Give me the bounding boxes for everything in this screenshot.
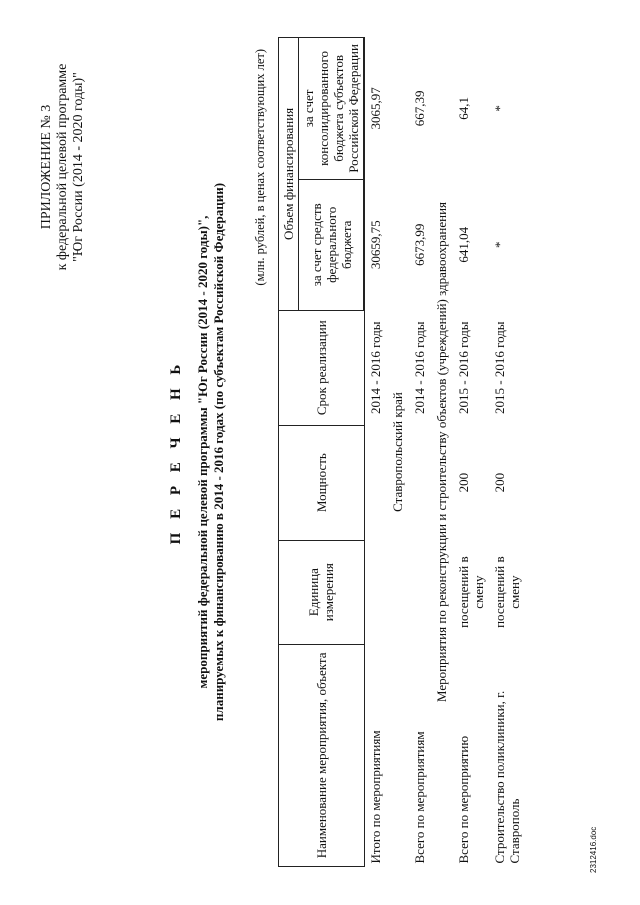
header-regional: за счет консолидированного бюджета субъектов Российской Федерации	[299, 38, 365, 180]
row-unit	[364, 540, 386, 644]
header-federal: за счет средств федерального бюджета	[299, 179, 365, 310]
row-name: Строительство поликлиники, г. Ставрополь	[492, 690, 522, 864]
header-funding: Объем финансирования	[279, 38, 299, 311]
title-heading: П Е Р Е Ч Е Н Ь	[168, 359, 184, 545]
row-regional: 667,39	[412, 90, 427, 127]
annex-header	[39, 17, 87, 317]
table-header-row	[279, 38, 299, 867]
row-regional: 3065,97	[368, 87, 383, 130]
row-capacity: 200	[492, 472, 507, 493]
file-code: 2312416.doc	[589, 826, 598, 873]
title-line-2: планируемых к финансированию в 2014 - 2016 годах (по субъектам Российской Федерации)	[211, 182, 226, 722]
table-row	[453, 38, 489, 867]
row-federal: 641,04	[456, 226, 471, 263]
row-name: Всего по мероприятию	[456, 735, 471, 864]
row-unit	[409, 540, 430, 644]
units-note: (млн. рублей, в ценах соответствующих лет)	[253, 49, 267, 286]
row-term: 2015 - 2016 годы	[492, 321, 507, 415]
region-row	[386, 38, 409, 867]
header-capacity: Мощность	[279, 425, 365, 540]
row-regional: 64,1	[456, 97, 471, 120]
table-row	[489, 38, 525, 867]
row-federal: *	[492, 241, 507, 249]
row-unit: посещений в смену	[492, 556, 522, 628]
row-term: 2014 - 2016 годы	[412, 321, 427, 415]
row-capacity	[409, 425, 430, 540]
header-name: Наименование мероприятия, объекта	[279, 644, 365, 866]
row-term: 2014 - 2016 годы	[367, 321, 383, 415]
row-name: Всего по мероприятиям	[412, 731, 427, 864]
row-term: 2015 - 2016 годы	[456, 321, 471, 415]
row-capacity: 200	[456, 472, 471, 493]
annex-number: ПРИЛОЖЕНИЕ № 3	[39, 104, 54, 230]
row-capacity	[364, 425, 386, 540]
annex-program-name: "Юг России (2014 - 2020 годы)"	[71, 72, 86, 262]
row-federal: 6673,99	[412, 223, 427, 266]
row-federal: 30659,75	[368, 220, 383, 270]
table-row	[364, 38, 386, 867]
document-page	[35, 27, 605, 877]
document-title	[168, 27, 227, 877]
row-regional: *	[492, 105, 507, 112]
table-row	[409, 38, 430, 867]
header-unit: Единица измерения	[279, 540, 365, 644]
annex-program-ref: к федеральной целевой программе	[55, 63, 70, 271]
measures-table	[278, 37, 525, 867]
header-term: Срок реализации	[279, 310, 365, 425]
title-line-1: мероприятий федеральной целевой программы "Юг России (2014 - 2020 годы)",	[195, 215, 210, 689]
section-title: Мероприятия по реконструкции и строительству объектов (учреждений) здравоохранения	[434, 201, 449, 703]
row-unit: посещений в смену	[456, 556, 486, 628]
row-name: Итого по мероприятиям	[367, 730, 383, 864]
region-title: Ставропольский край	[390, 392, 405, 512]
section-row	[430, 38, 453, 867]
